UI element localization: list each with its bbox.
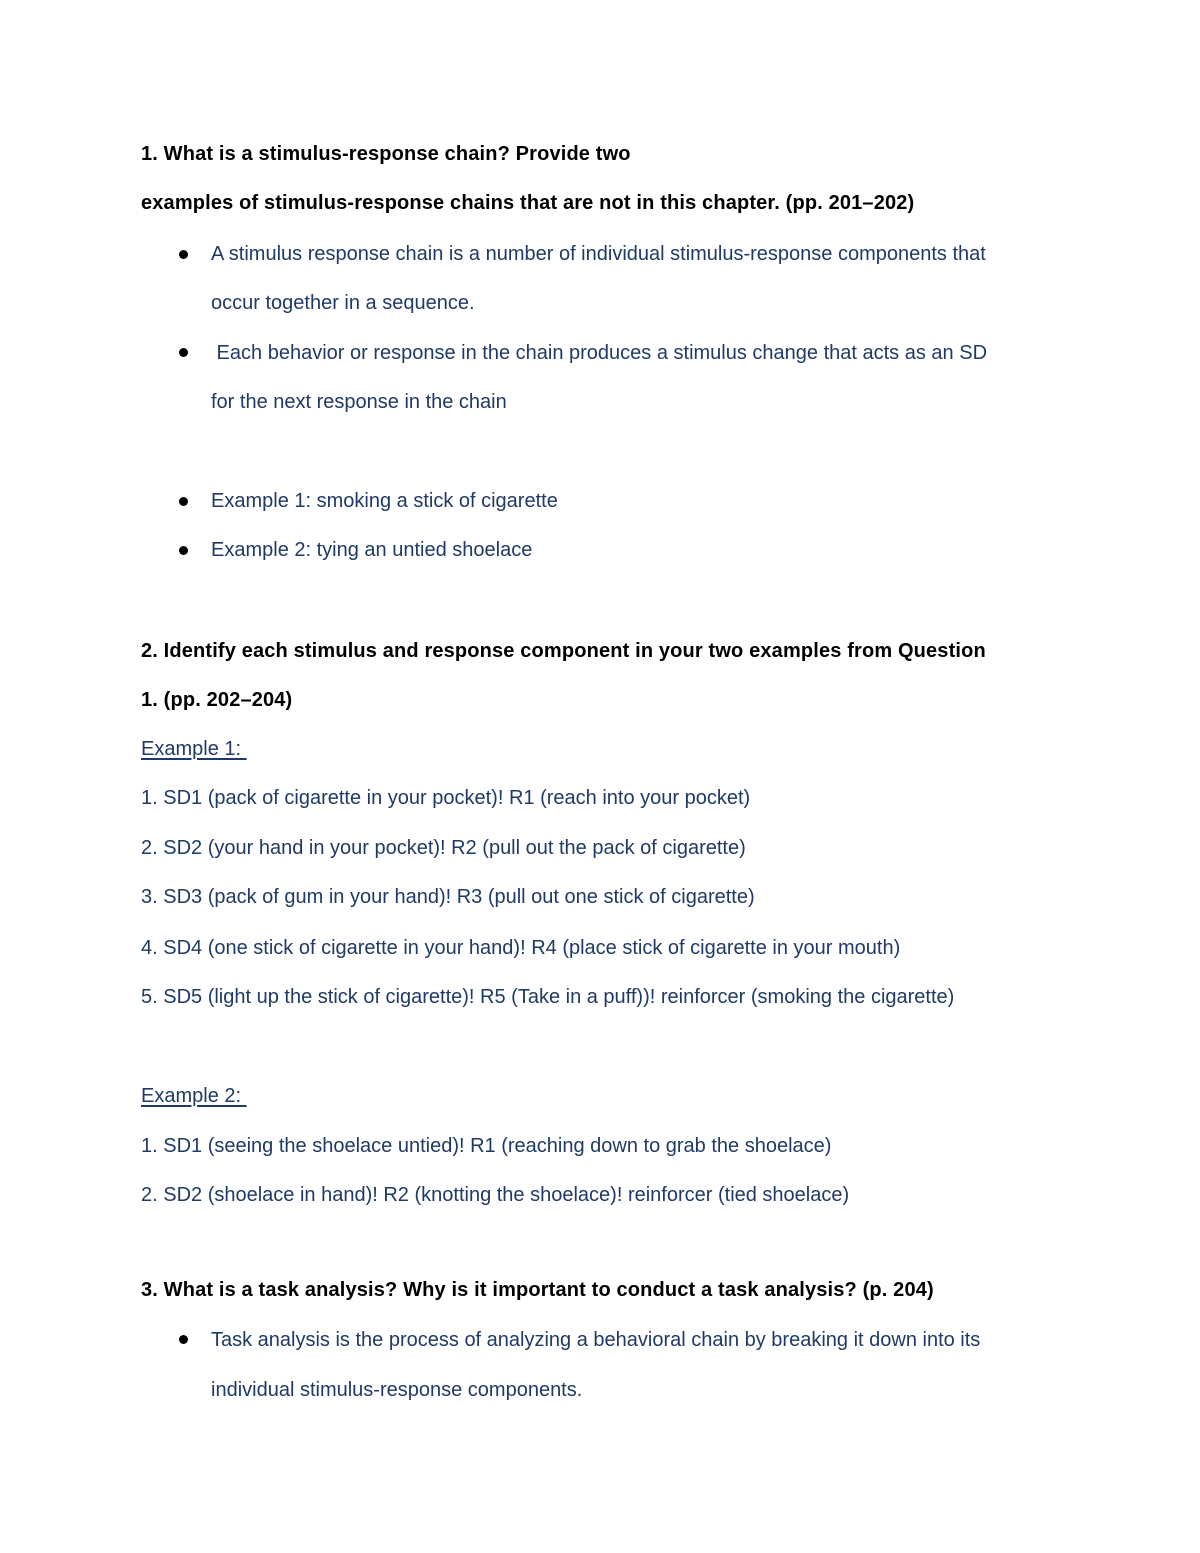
q1-answer-1-line-2: occur together in a sequence. (211, 292, 475, 314)
example-1-step-3: 3. SD3 (pack of gum in your hand)! R3 (pull out one stick of cigarette) (141, 886, 755, 908)
example-1-step-4: 4. SD4 (one stick of cigarette in your hand)! R4 (place stick of cigarette in your mouth) (141, 937, 901, 959)
example-1-step-2: 2. SD2 (your hand in your pocket)! R2 (pull out the pack of cigarette) (141, 837, 746, 859)
question-1-title-line-2: examples of stimulus-response chains that are not in this chapter. (pp. 201–202) (141, 192, 915, 214)
bullet-icon (179, 250, 188, 259)
example-2-step-2: 2. SD2 (shoelace in hand)! R2 (knotting the shoelace)! reinforcer (tied shoelace) (141, 1184, 850, 1206)
q1-example-2: Example 2: tying an untied shoelace (211, 539, 533, 561)
example-1-step-5: 5. SD5 (light up the stick of cigarette)! R5 (Take in a puff))! reinforcer (smoking the cigarette) (141, 986, 955, 1008)
bullet-icon (179, 1335, 188, 1344)
question-1-title-line-1: 1. What is a stimulus-response chain? Provide two (141, 143, 631, 165)
q1-answer-2-line-1: Each behavior or response in the chain produces a stimulus change that acts as an SD (211, 342, 988, 364)
question-2-title-line-2: 1. (pp. 202–204) (141, 689, 293, 711)
example-1-heading: Example 1: (141, 738, 247, 760)
example-2-heading: Example 2: (141, 1085, 247, 1107)
bullet-icon (179, 348, 188, 357)
example-1-step-1: 1. SD1 (pack of cigarette in your pocket)! R1 (reach into your pocket) (141, 787, 751, 809)
question-2-title-line-1: 2. Identify each stimulus and response component in your two examples from Question (141, 640, 986, 662)
q1-answer-2-line-2: for the next response in the chain (211, 391, 507, 413)
q1-answer-1-line-1: A stimulus response chain is a number of individual stimulus-response components that (211, 243, 986, 265)
q3-answer-1-line-2: individual stimulus-response components. (211, 1379, 583, 1401)
example-2-step-1: 1. SD1 (seeing the shoelace untied)! R1 (reaching down to grab the shoelace) (141, 1135, 832, 1157)
q3-answer-1-line-1: Task analysis is the process of analyzing a behavioral chain by breaking it down into its (211, 1329, 981, 1351)
q1-example-1: Example 1: smoking a stick of cigarette (211, 490, 558, 512)
bullet-icon (179, 497, 188, 506)
question-3-title: 3. What is a task analysis? Why is it important to conduct a task analysis? (p. 204) (141, 1279, 934, 1301)
bullet-icon (179, 546, 188, 555)
